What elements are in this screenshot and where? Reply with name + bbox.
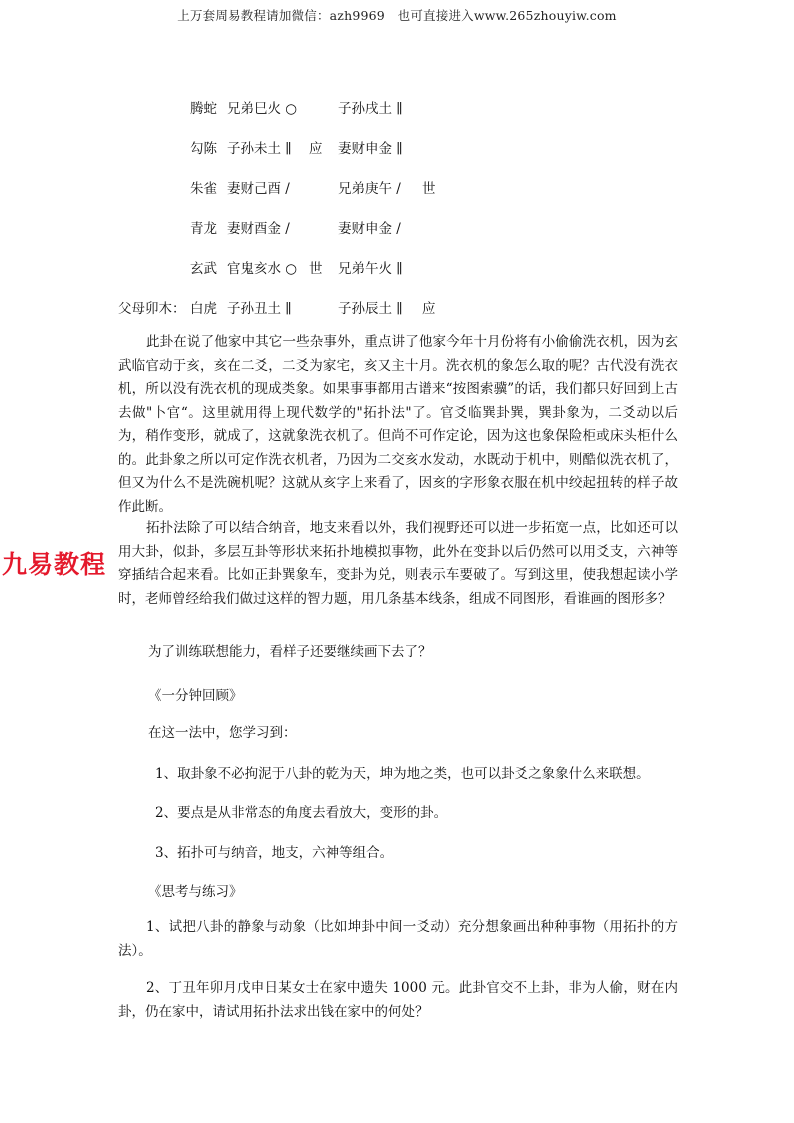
six-god: 腾蛇 <box>190 101 217 117</box>
right-yao: 子孙戌土 ∥ <box>338 101 403 117</box>
six-god: 白虎 <box>190 301 217 317</box>
page-header: 上万套周易教程请加微信：azh9969 也可直接进入www.265zhouyiw.com <box>177 8 617 23</box>
exercise-item-1: 1、试把八卦的静象与动象（比如坤卦中间一爻动）充分想象画出种种事物（用拓扑的方法）。 <box>118 919 678 959</box>
right-yao: 妻财申金 ∥ <box>338 141 403 157</box>
right-yao: 兄弟庚午 / <box>338 181 401 197</box>
shi-ying-mark: 应 <box>309 141 323 157</box>
review-title: 《一分钟回顾》 <box>148 688 243 704</box>
paragraph-analysis: 此卦在说了他家中其它一些杂事外，重点讲了他家今年十月份将有小偷偷洗衣机，因为玄武临官动于亥，亥在二爻，二爻为家宅，亥又主十月。洗衣机的象怎么取的呢？古代没有洗衣机，所以没有洗衣机的现成类象。如果事事都用古谱来“按图索骥”的话，我们都只好回到上古去做"卜官“。这里就用得上现代数学的"拓扑法"了。官爻临巽卦巽，巽卦象为，二爻动以后为，稍作变形，就成了，这就象洗衣机了。但尚不可作定论，因为这也象保险柜或床头柜什么的。此卦象之所以可定作洗衣机者，乃因为二交亥水发动，水既动于机中，则酷似洗衣机了，但又为什么不是洗碗机呢？这就从亥字上来看了，因亥的字形象衣服在机中绞起扭转的样子故作此断。 <box>118 334 678 515</box>
review-item-2: 2、要点是从非常态的角度去看放大，变形的卦。 <box>155 805 448 821</box>
left-yao: 子孙未土 ∥ <box>227 141 292 157</box>
shi-ying-mark: 世 <box>422 181 436 197</box>
left-yao: 官鬼亥水 ○ <box>227 261 298 277</box>
right-yao: 妻财申金 / <box>338 221 401 237</box>
six-god: 朱雀 <box>190 181 217 197</box>
left-yao: 子孙丑土 ∥ <box>227 301 292 317</box>
six-god: 勾陈 <box>190 141 217 157</box>
left-yao: 妻财酉金 / <box>227 221 290 237</box>
watermark-logo: 九易教程 <box>2 550 107 579</box>
review-intro: 在这一法中，您学习到： <box>148 725 297 741</box>
shi-ying-mark: 世 <box>309 261 323 277</box>
six-god: 青龙 <box>190 221 217 237</box>
six-god: 玄武 <box>190 261 217 277</box>
exercise-title: 《思考与练习》 <box>148 884 243 900</box>
text-line: 为了训练联想能力，看样子还要继续画下去了？ <box>148 644 432 660</box>
left-yao: 妻财己酉 / <box>227 181 290 197</box>
right-yao: 兄弟午火 ∥ <box>338 261 403 277</box>
review-item-1: 1、取卦象不必拘泥于八卦的乾为天，坤为地之类，也可以卦爻之象象什么来联想。 <box>155 766 650 782</box>
paragraph-topology: 拓扑法除了可以结合纳音，地支来看以外，我们视野还可以进一步拓宽一点，比如还可以用大卦，似卦，多层互卦等形状来拓扑地模拟事物，此外在变卦以后仍然可以用爻支，六神等穿插结合起来看。比如正卦巽象车，变卦为兑，则表示车要破了。写到这里，使我想起读小学时，老师曾经给我们做过这样的智力题，用几条基本线条，组成不同图形，看谁画的图形多？ <box>118 520 678 607</box>
fushen-prefix: 父母卯木： <box>118 301 186 317</box>
exercise-item-2: 2、丁丑年卯月戊申日某女士在家中遗失 1000 元。此卦官交不上卦，非为人偷，财在内卦，仍在家中，请试用拓扑法求出钱在家中的何处？ <box>118 980 678 1020</box>
right-yao: 子孙辰土 ∥ <box>338 301 403 317</box>
shi-ying-mark: 应 <box>422 301 436 317</box>
left-yao: 兄弟巳火 ○ <box>227 101 298 117</box>
review-item-3: 3、拓扑可与纳音，地支，六神等组合。 <box>155 845 394 861</box>
